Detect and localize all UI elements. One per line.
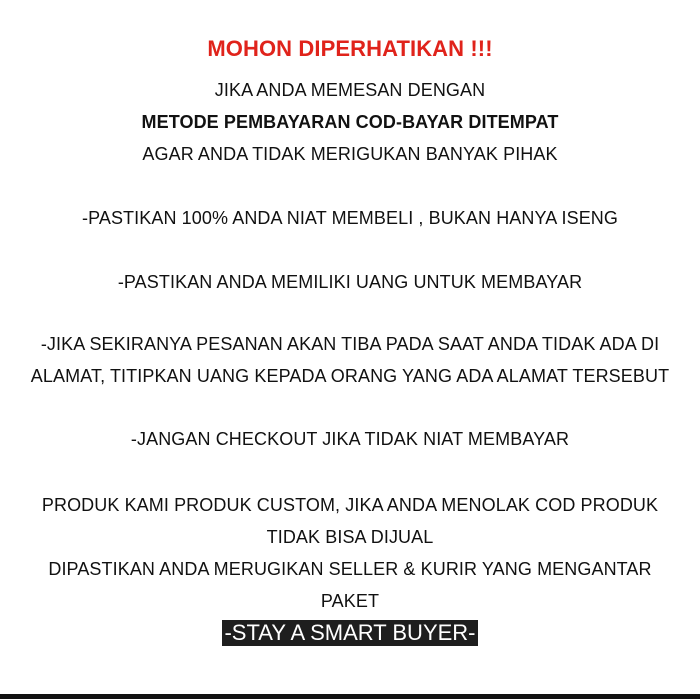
warning-line-1: DIPASTIKAN ANDA MERUGIKAN SELLER & KURIR YANG MENGANTAR [48,559,652,579]
rule-3-line-2: ALAMAT, TITIPKAN UANG KEPADA ORANG YANG ADA ALAMAT TERSEBUT [30,366,670,386]
rule-2: -PASTIKAN ANDA MEMILIKI UANG UNTUK MEMBAYAR [117,272,583,292]
product-line-1: PRODUK KAMI PRODUK CUSTOM, JIKA ANDA MENOLAK COD PRODUK [41,495,659,515]
notice-title: MOHON DIPERHATIKAN !!! [207,36,493,61]
rule-3-line-1: -JIKA SEKIRANYA PESANAN AKAN TIBA PADA SAAT ANDA TIDAK ADA DI [40,334,660,354]
rule-4: -JANGAN CHECKOUT JIKA TIDAK NIAT MEMBAYAR [130,429,570,449]
tagline-banner: -STAY A SMART BUYER- [224,620,476,645]
intro-line-2-payment-method: METODE PEMBAYARAN COD-BAYAR DITEMPAT [141,112,559,132]
intro-line-1: JIKA ANDA MEMESAN DENGAN [214,80,486,100]
warning-line-2: PAKET [320,591,380,611]
bottom-divider [0,694,700,699]
intro-line-3: AGAR ANDA TIDAK MERIGUKAN BANYAK PIHAK [142,144,558,164]
tagline-wrap [0,620,700,646]
rule-1: -PASTIKAN 100% ANDA NIAT MEMBELI , BUKAN HANYA ISENG [81,208,619,228]
product-line-2: TIDAK BISA DIJUAL [266,527,434,547]
